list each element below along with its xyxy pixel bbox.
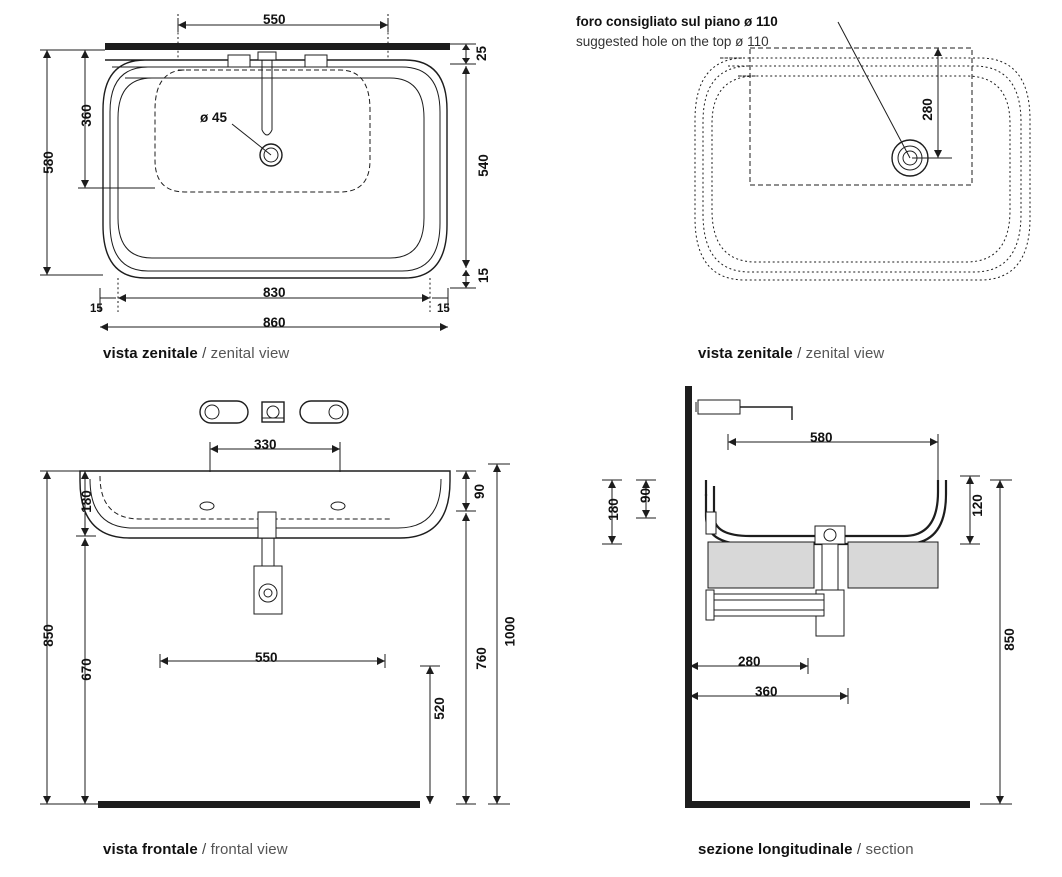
view-zenital-left <box>0 0 530 370</box>
dim-25-ticks <box>450 44 476 64</box>
caption-zenital-right-it: vista zenitale <box>698 345 793 362</box>
dim-15-right-bottom: 15 <box>437 303 450 315</box>
counter-block-right <box>848 542 938 588</box>
drain-collar <box>258 512 276 538</box>
basin-front-dashed <box>100 476 392 519</box>
arrow <box>380 21 388 29</box>
arrow <box>81 796 89 804</box>
dim-550: 550 <box>263 12 286 27</box>
caption-sep: / <box>797 345 802 362</box>
arrow <box>81 180 89 188</box>
arrow <box>43 796 51 804</box>
caption-section-en: section <box>865 841 914 858</box>
caption-frontal-en: frontal view <box>210 841 288 858</box>
dim-1000: 1000 <box>502 616 518 647</box>
view-section <box>560 376 1062 877</box>
arrow <box>462 270 470 276</box>
caption-zenital-left <box>103 345 289 362</box>
arrow <box>81 528 89 536</box>
dim-580-section: 580 <box>810 430 833 445</box>
hole-mark-right <box>331 502 345 510</box>
section-drawing <box>560 376 1062 877</box>
arrow <box>160 657 168 665</box>
arrow <box>934 150 942 158</box>
tap-fitting-center <box>262 402 284 422</box>
arrow <box>728 438 736 446</box>
arrow <box>210 445 218 453</box>
siphon-horizontal <box>712 594 824 616</box>
dim-360: 360 <box>78 104 94 127</box>
basin-bowl-dotted <box>712 76 1010 262</box>
view-frontal <box>0 376 530 877</box>
arrow <box>934 48 942 56</box>
tap-fitting-right <box>300 401 348 423</box>
siphon-body <box>254 566 282 614</box>
caption-zenital-left-en: zenital view <box>210 345 290 362</box>
basin-rim-dotted <box>703 66 1021 272</box>
basin-rim-inner <box>110 67 440 271</box>
tap-fitting-left <box>200 401 248 423</box>
arrow <box>462 44 470 50</box>
drain-pipe <box>822 544 838 596</box>
top-plate-dashed <box>750 48 972 185</box>
arrow <box>462 796 470 804</box>
dim-280-top: 280 <box>919 98 935 121</box>
arrow <box>642 510 650 518</box>
arrow <box>462 66 470 74</box>
caption-zenital-right-en: zenital view <box>805 345 885 362</box>
hole-note <box>576 12 778 51</box>
dim-280-section: 280 <box>738 654 761 669</box>
wall-bar <box>105 43 450 50</box>
caption-frontal-it: vista frontale <box>103 841 198 858</box>
wall-tap-body <box>698 400 740 414</box>
dim-90-section: 90 <box>638 487 654 504</box>
dim-520: 520 <box>431 697 447 720</box>
dim-760: 760 <box>473 647 489 670</box>
arrow <box>462 260 470 268</box>
dim-360-section: 360 <box>755 684 778 699</box>
overflow-fitting <box>706 512 716 534</box>
arrow <box>377 657 385 665</box>
caption-sep: / <box>202 345 207 362</box>
dim-15-right: 15 <box>476 267 492 284</box>
caption-section-it: sezione longitudinale <box>698 841 853 858</box>
arrow <box>493 796 501 804</box>
arrow <box>118 294 126 302</box>
caption-sep: / <box>856 841 862 858</box>
dim-850-section: 850 <box>1001 628 1017 651</box>
arrow <box>43 50 51 58</box>
dim-90-frontal: 90 <box>472 483 488 500</box>
dim-850-frontal: 850 <box>40 624 56 647</box>
arrow <box>462 503 470 511</box>
arrow <box>800 662 808 670</box>
dim-330: 330 <box>254 437 277 452</box>
siphon-wall-flange <box>706 590 714 620</box>
counter-block-left <box>708 542 814 588</box>
dim-180-frontal: 180 <box>78 490 94 513</box>
dim-580: 580 <box>40 151 56 174</box>
arrow <box>440 323 448 331</box>
hole-leader-line <box>838 22 910 158</box>
dim-25: 25 <box>474 45 490 62</box>
floor-bar <box>685 801 970 808</box>
dim-670: 670 <box>78 658 94 681</box>
caption-frontal <box>103 841 288 858</box>
arrow <box>996 480 1004 488</box>
basin-outer-outline <box>103 60 447 278</box>
arrow <box>930 438 938 446</box>
arrow <box>493 464 501 472</box>
hole-note-it: foro consigliato sul piano ø 110 <box>576 14 778 29</box>
arrow <box>966 536 974 544</box>
arrow <box>462 58 470 64</box>
tap-hole-right <box>305 55 327 67</box>
arrow <box>43 267 51 275</box>
hole-note-en: suggested hole on the top ø 110 <box>576 33 769 49</box>
dim-540: 540 <box>475 154 491 177</box>
tap-hole-left <box>228 55 250 67</box>
dim-120: 120 <box>969 494 985 517</box>
arrow <box>81 538 89 546</box>
arrow <box>426 796 434 804</box>
arrow <box>43 471 51 479</box>
dim-15-left-bottom: 15 <box>90 303 103 315</box>
arrow <box>332 445 340 453</box>
arrow <box>462 471 470 479</box>
arrow <box>996 796 1004 804</box>
arrow <box>462 282 470 288</box>
view-zenital-right <box>560 0 1062 370</box>
dim-180-section: 180 <box>605 498 621 521</box>
arrow <box>422 294 430 302</box>
drain-leader-line <box>232 124 271 155</box>
dim-830: 830 <box>263 285 286 300</box>
caption-zenital-right <box>698 345 884 362</box>
arrow <box>966 476 974 484</box>
arrow <box>608 480 616 488</box>
basin-outer-dotted <box>695 58 1030 280</box>
arrow <box>642 480 650 488</box>
caption-sep: / <box>202 841 207 858</box>
dim-diameter-45: ø 45 <box>200 110 228 125</box>
tap-spout-outline <box>262 56 272 135</box>
arrow <box>100 323 108 331</box>
dim-580s-ext <box>728 434 938 480</box>
arrow <box>840 692 848 700</box>
arrow <box>81 50 89 58</box>
basin-bowl-contour <box>118 78 424 258</box>
arrow <box>178 21 186 29</box>
arrow <box>426 666 434 674</box>
arrow <box>81 471 89 479</box>
arrow <box>608 536 616 544</box>
arrow <box>462 513 470 521</box>
tap-base <box>258 52 276 60</box>
floor-bar <box>98 801 420 808</box>
caption-section <box>698 841 914 858</box>
hole-mark-left <box>200 502 214 510</box>
dim-550-frontal: 550 <box>255 650 278 665</box>
drain-pipe-upper <box>262 538 274 566</box>
zenital-right-drawing <box>560 0 1062 370</box>
dim-860: 860 <box>263 315 286 330</box>
wall-tap-spout <box>740 407 792 420</box>
wall-vertical <box>685 386 692 806</box>
caption-zenital-left-it: vista zenitale <box>103 345 198 362</box>
